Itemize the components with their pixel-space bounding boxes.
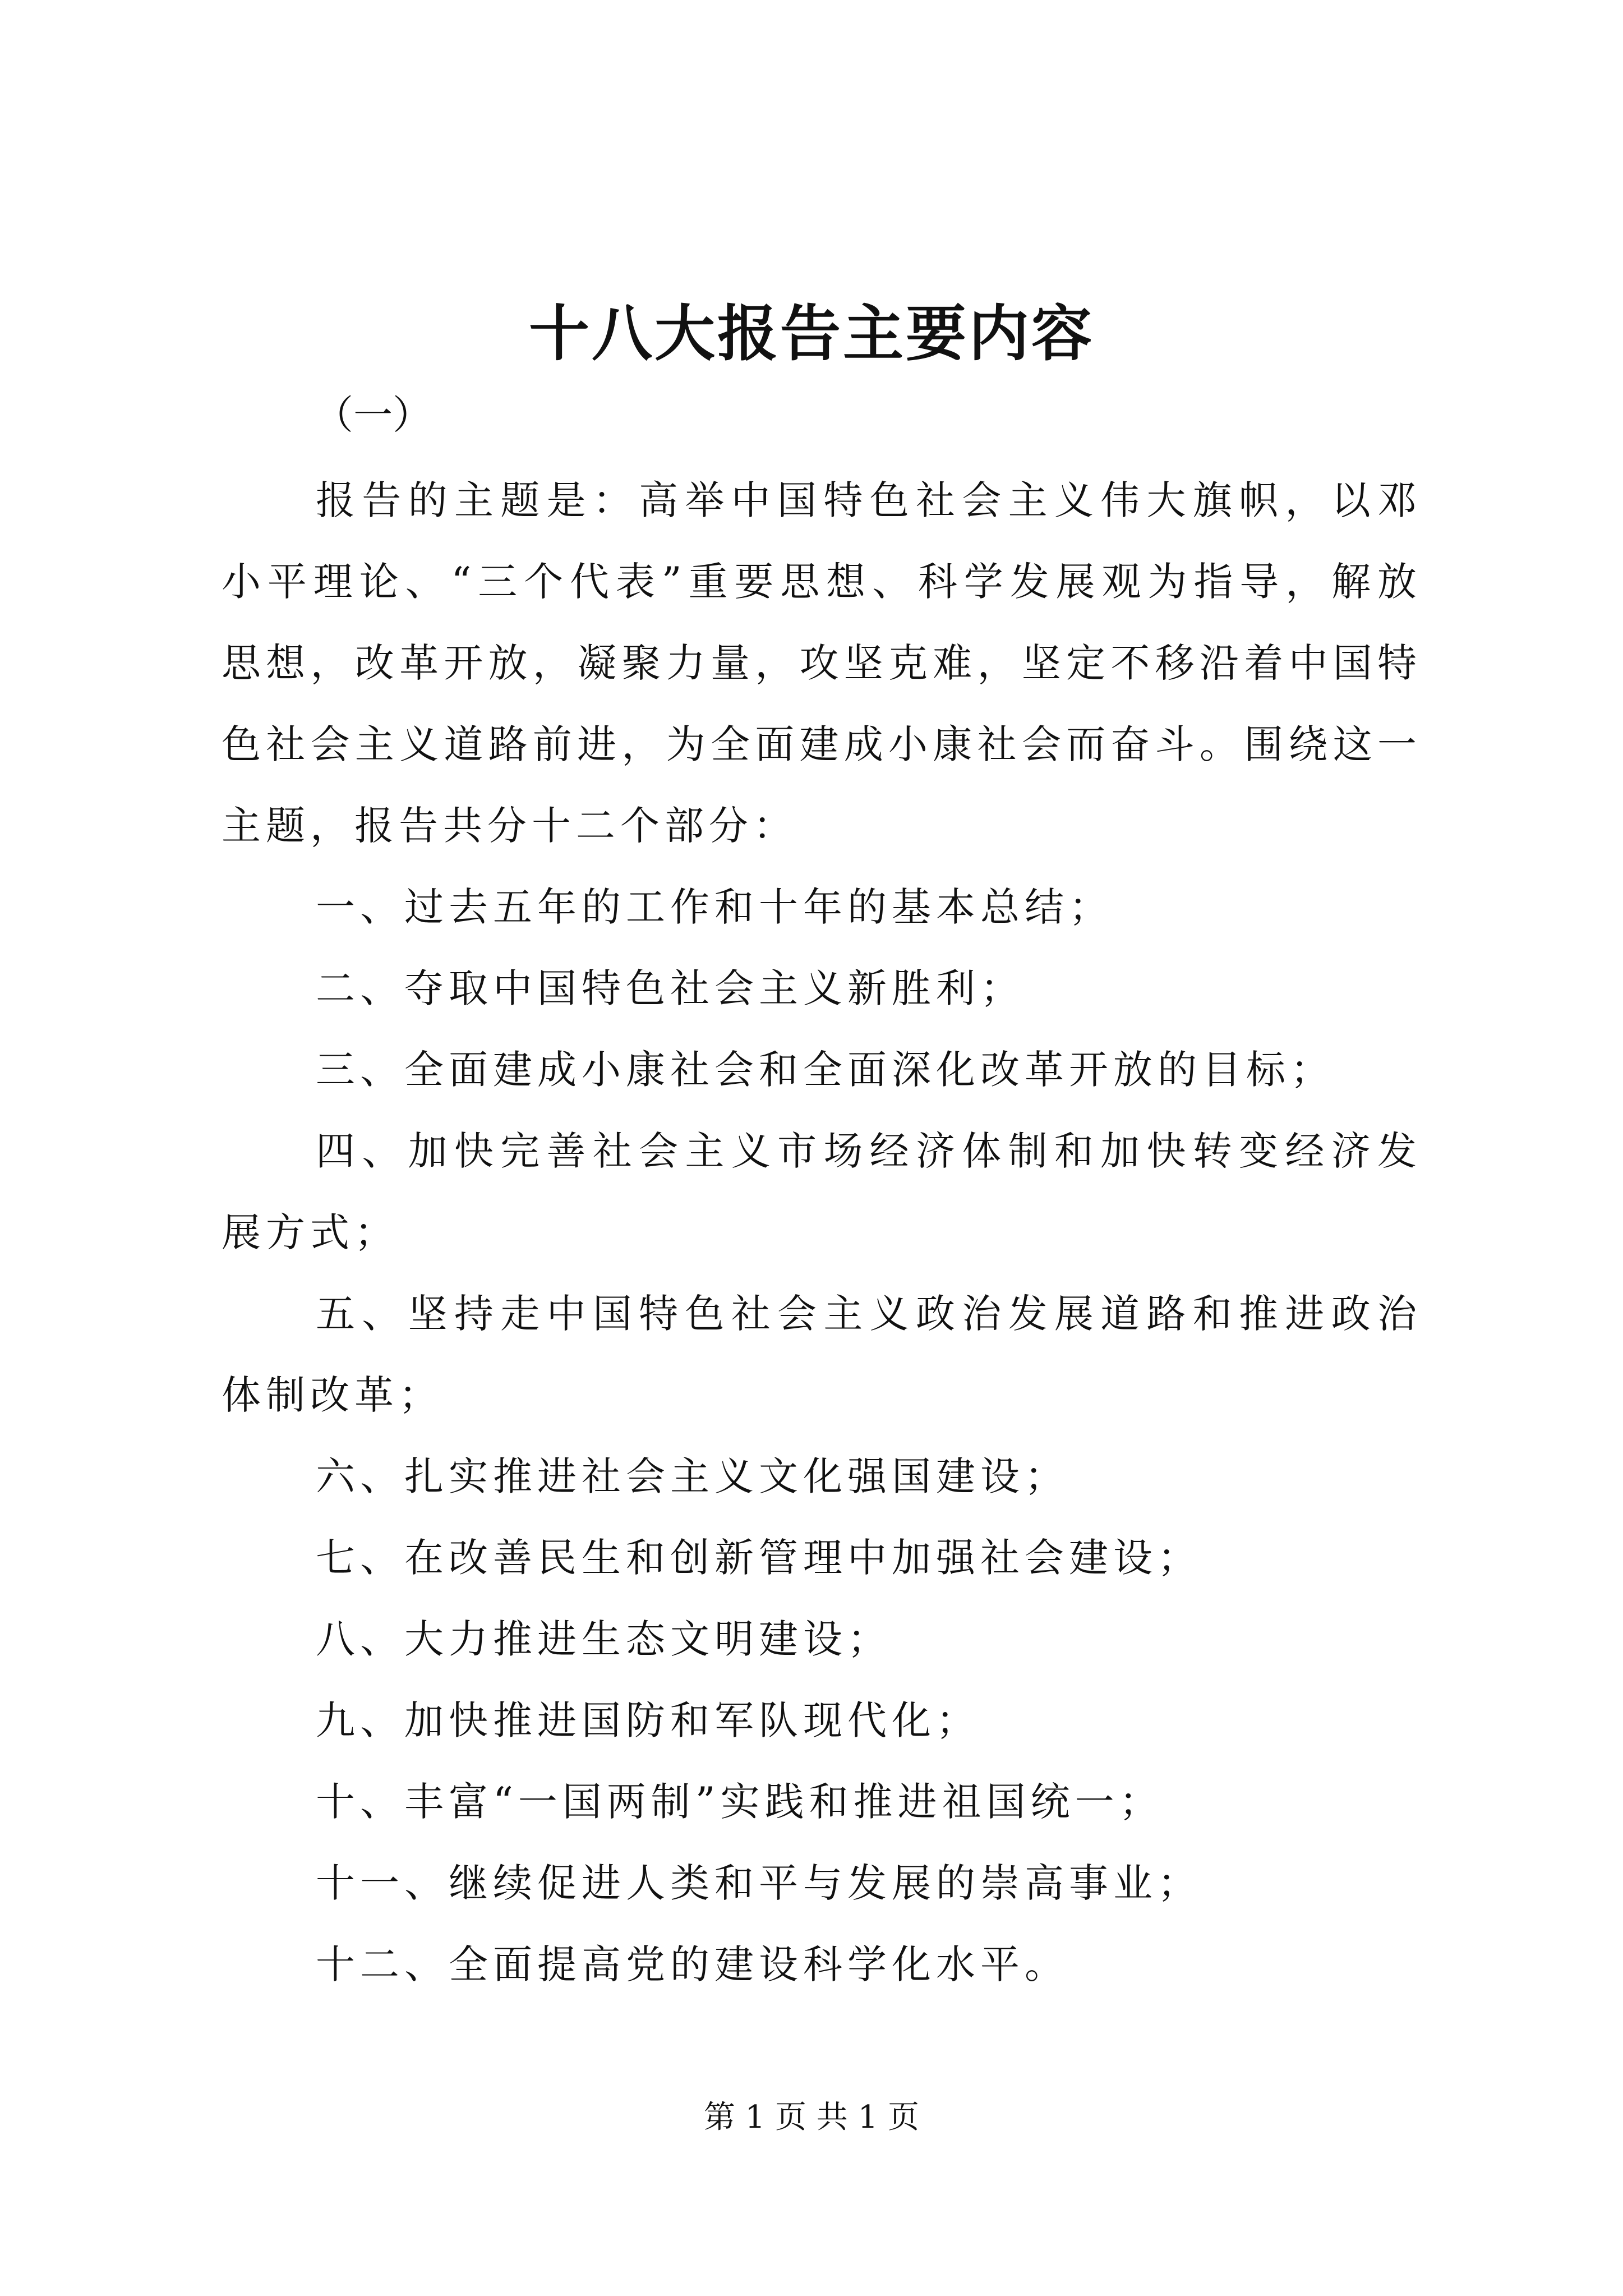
document-title: 十八大报告主要内容 (528, 298, 1094, 369)
section-marker: （一） (314, 392, 432, 438)
page-footer: 第 1 页 共 1 页 (703, 2099, 920, 2136)
list-item-7: 七、在改善民生和创新管理中加强社会建设； (316, 1535, 1202, 1581)
list-item-12: 十二、全面提高党的建设科学化水平。 (316, 1941, 1069, 1987)
list-item-1: 一、过去五年的工作和十年的基本总结； (316, 884, 1113, 930)
list-item-2: 二、夺取中国特色社会主义新胜利； (316, 965, 1025, 1011)
list-item-6: 六、扎实推进社会主义文化强国建设； (316, 1453, 1069, 1499)
intro-paragraph: 报告的主题是：高举中国特色社会主义伟大旗帜，以邓小平理论、“三个代表”重要思想、科学发展观为指导，解放思想，改革开放，凝聚力量，攻坚克难，坚定不移沿着中国特色社会主义道路前进，为全面建成小康社会而奋斗。围绕这一主题，报告共分十二个部分： (222, 477, 1422, 849)
list-item-5: 五、坚持走中国特色社会主义政治发展道路和推进政治体制改革； (222, 1291, 1422, 1418)
list-item-9: 九、加快推进国防和军队现代化； (316, 1697, 980, 1743)
list-item-11: 十一、继续促进人类和平与发展的崇高事业； (316, 1860, 1202, 1906)
list-item-4: 四、加快完善社会主义市场经济体制和加快转变经济发展方式； (222, 1128, 1422, 1255)
list-item-10: 十、丰富“一国两制”实践和推进祖国统一； (316, 1779, 1164, 1825)
list-item-8: 八、大力推进生态文明建设； (316, 1616, 892, 1662)
list-item-3: 三、全面建成小康社会和全面深化改革开放的目标； (316, 1047, 1335, 1093)
document-body (222, 460, 1422, 2005)
